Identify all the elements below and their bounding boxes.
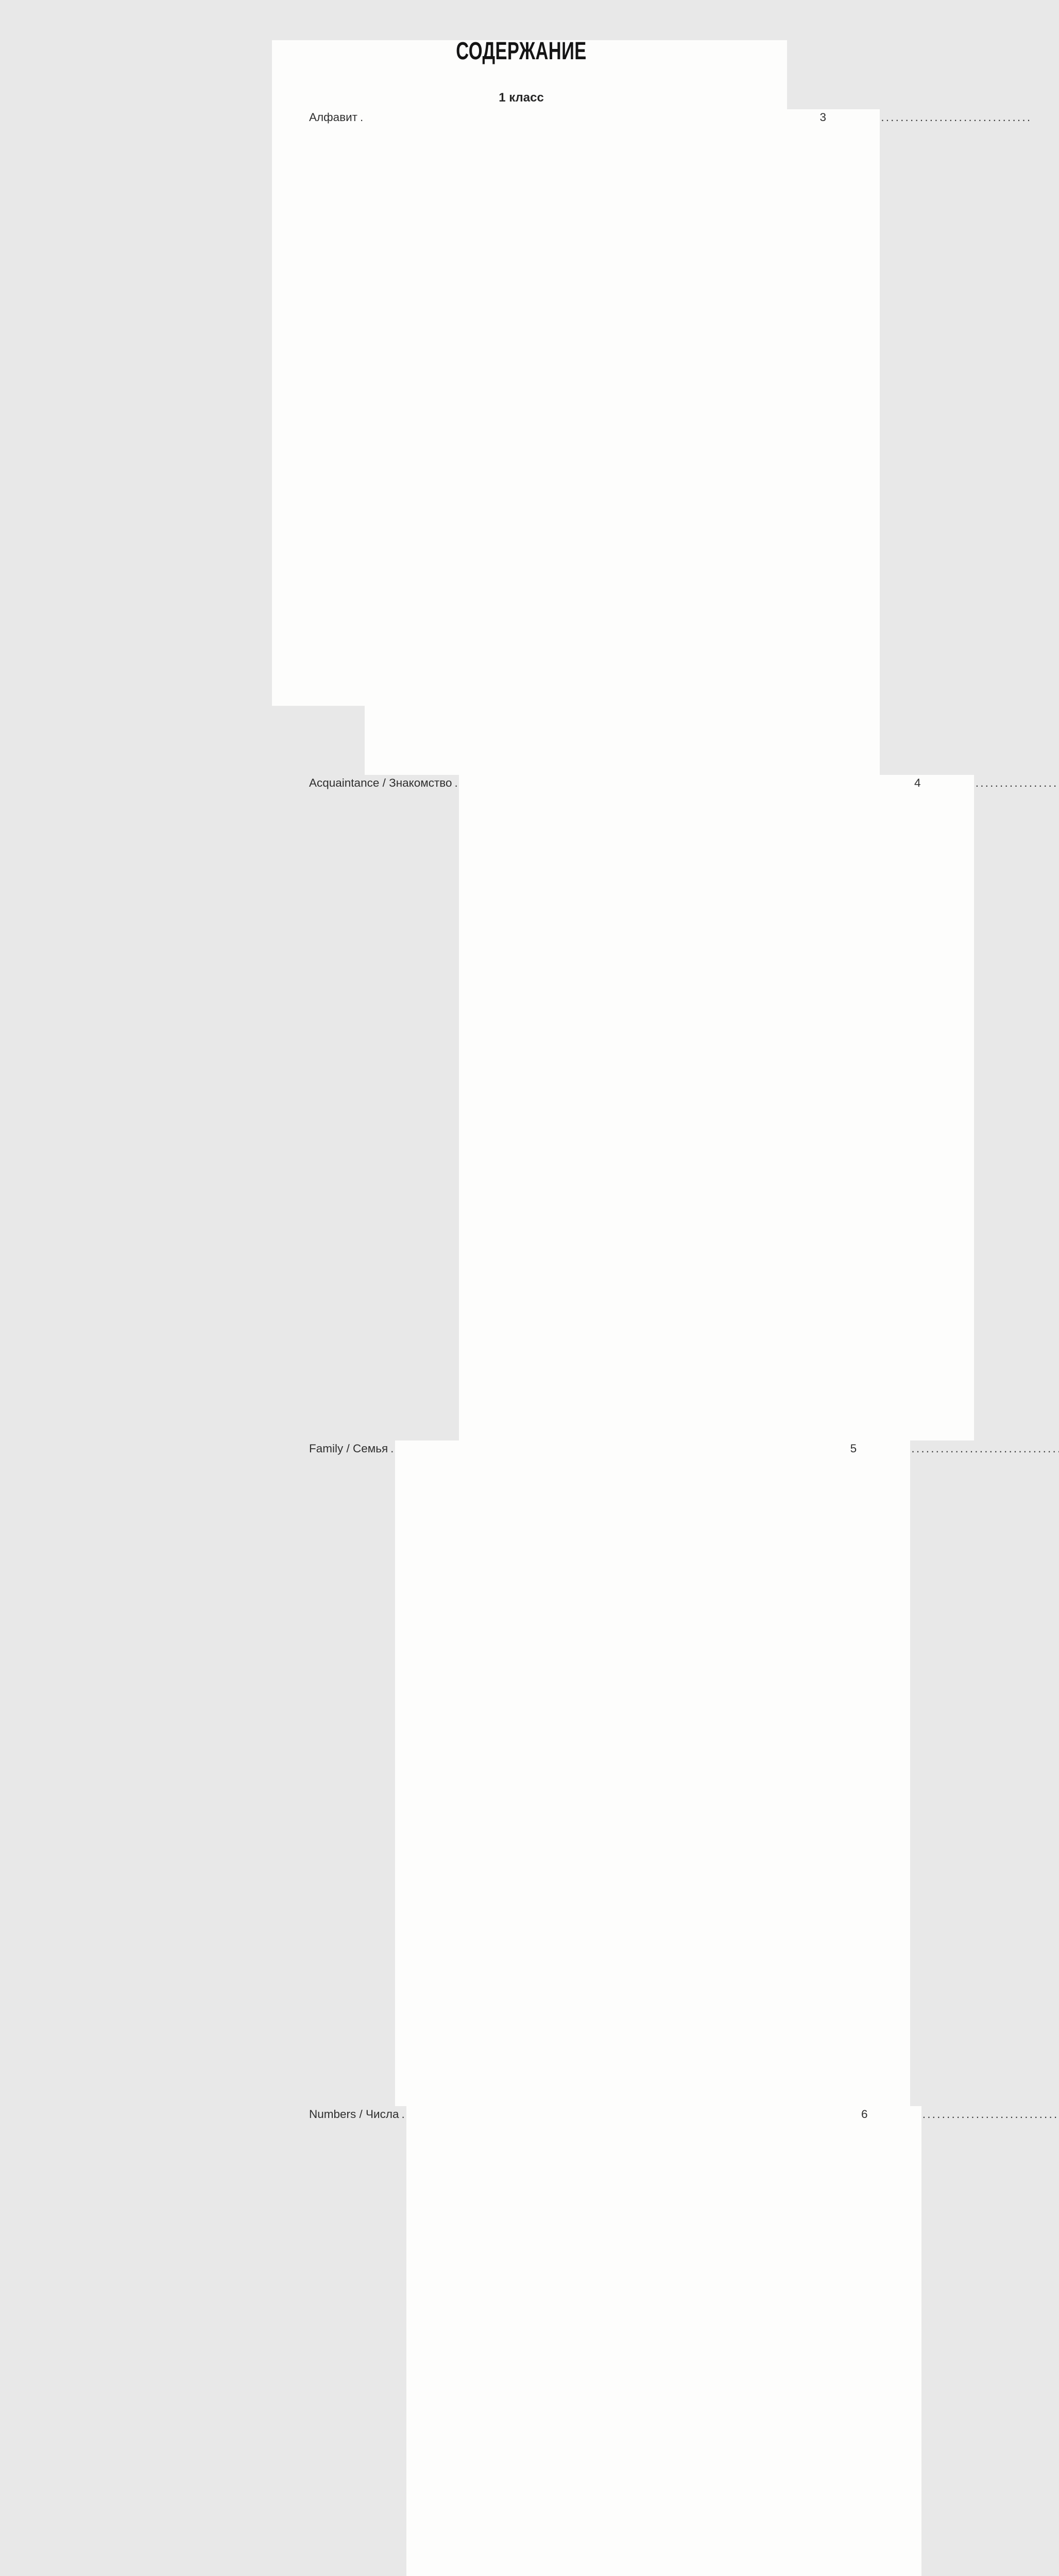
toc-entry-text: Numbers / Числа [309,2108,399,2121]
toc-entry-label [309,2106,399,2123]
toc-sections [309,90,921,2576]
toc-entry-text: Алфавит [309,111,357,124]
toc-page [272,38,921,2121]
toc-entry-page: 3 [365,109,880,775]
dot-leader [452,775,455,791]
section-heading: 1 класс [499,91,544,105]
toc-row [309,109,826,775]
toc-entry-label [309,109,357,126]
toc-row [309,1440,857,2106]
toc-entry-text: Acquaintance / Знакомство [309,776,452,789]
toc-entry-label [309,1440,388,1457]
toc-row [309,775,921,1440]
toc-row [309,2106,868,2576]
toc-rows [309,109,921,2576]
toc-entry-text: Family / Семья [309,1442,388,1455]
toc-entry-page: 5 [395,1440,910,2106]
toc-entry-page: 6 [406,2106,921,2576]
page-title: СОДЕРЖАНИЕ [456,38,587,65]
toc-section [309,90,921,2576]
dot-leader [399,2106,403,2123]
dot-leader [388,1440,391,1457]
toc-entry-label [309,775,452,791]
toc-entry-page: 4 [459,775,974,1440]
dot-leader [357,109,361,126]
